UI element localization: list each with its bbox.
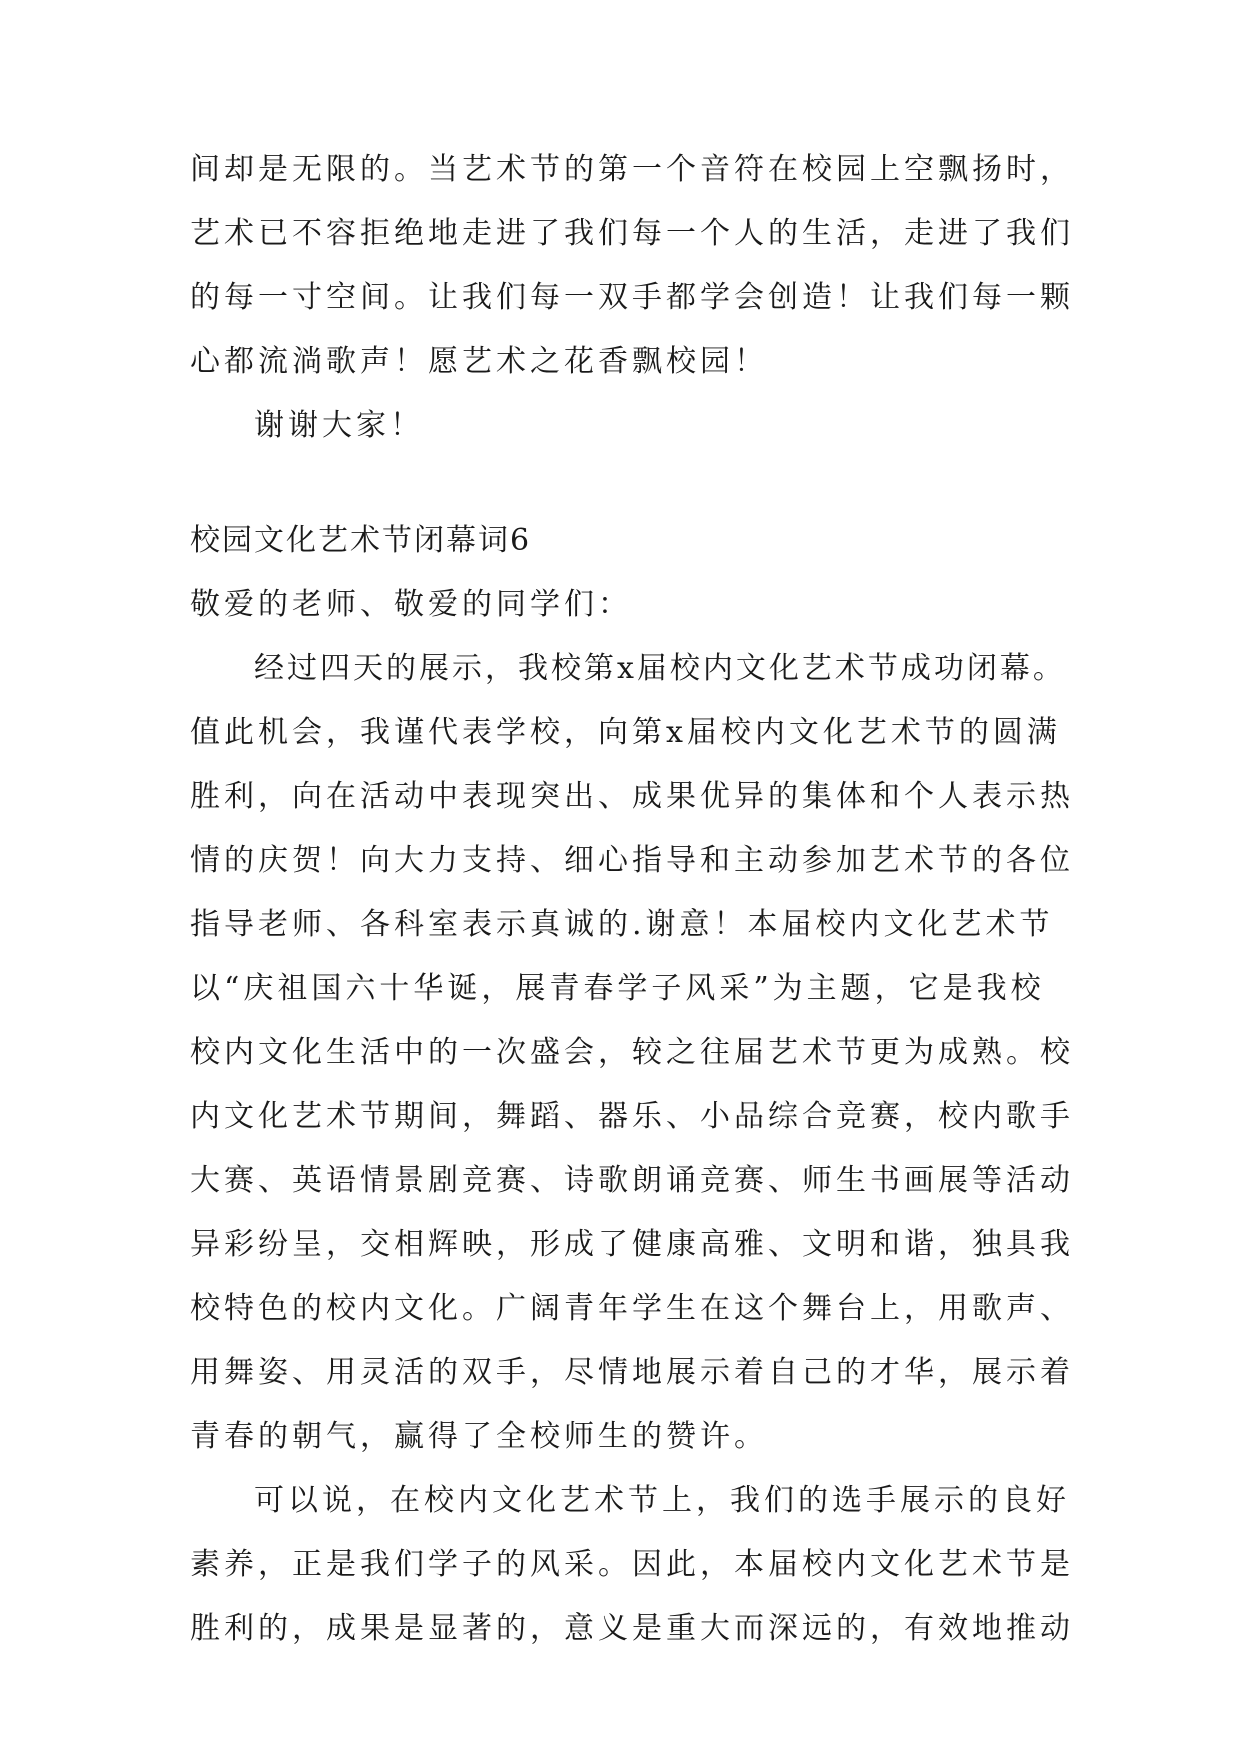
text-line: 胜利的，成果是显著的，意义是重大而深远的，有效地推动 bbox=[190, 1611, 1074, 1646]
text-line: 用舞姿、用灵活的双手，尽情地展示着自己的才华，展示着 bbox=[190, 1355, 1074, 1390]
salutation: 敬爱的老师、敬爱的同学们： bbox=[190, 587, 632, 622]
text-line: 青春的朝气，赢得了全校师生的赞许。 bbox=[190, 1419, 768, 1454]
text-line: 胜利，向在活动中表现突出、成果优异的集体和个人表示热 bbox=[190, 779, 1074, 814]
text-line: 心都流淌歌声！愿艺术之花香飘校园！ bbox=[190, 344, 768, 379]
text-line: 内文化艺术节期间，舞蹈、器乐、小品综合竞赛，校内歌手 bbox=[190, 1099, 1074, 1134]
text-line: 大赛、英语情景剧竞赛、诗歌朗诵竞赛、师生书画展等活动 bbox=[190, 1163, 1074, 1198]
text-line: 以“庆祖国六十华诞，展青春学子风采”为主题，它是我校 bbox=[190, 971, 1045, 1006]
text-line: 校内文化生活中的一次盛会，较之往届艺术节更为成熟。校 bbox=[190, 1035, 1074, 1070]
text-line: 间却是无限的。当艺术节的第一个音符在校园上空飘扬时， bbox=[190, 152, 1074, 187]
closing-line: 谢谢大家！ bbox=[254, 408, 424, 443]
text-line: 的每一寸空间。让我们每一双手都学会创造！让我们每一颗 bbox=[190, 280, 1074, 315]
text-line: 情的庆贺！向大力支持、细心指导和主动参加艺术节的各位 bbox=[190, 843, 1074, 878]
text-line: 值此机会，我谨代表学校，向第x届校内文化艺术节的圆满 bbox=[190, 715, 1061, 750]
text-line: 校特色的校内文化。广阔青年学生在这个舞台上，用歌声、 bbox=[190, 1291, 1074, 1326]
paragraph-first-line: 可以说，在校内文化艺术节上，我们的选手展示的良好 bbox=[254, 1483, 1070, 1518]
text-line: 异彩纷呈，交相辉映，形成了健康高雅、文明和谐，独具我 bbox=[190, 1227, 1074, 1262]
text-line: 素养，正是我们学子的风采。因此，本届校内文化艺术节是 bbox=[190, 1547, 1074, 1582]
section-heading: 校园文化艺术节闭幕词6 bbox=[190, 523, 532, 558]
text-line: 指导老师、各科室表示真诚的.谢意！本届校内文化艺术节 bbox=[190, 907, 1054, 942]
paragraph-first-line: 经过四天的展示，我校第x届校内文化艺术节成功闭幕。 bbox=[254, 651, 1066, 686]
text-line: 艺术已不容拒绝地走进了我们每一个人的生活，走进了我们 bbox=[190, 216, 1074, 251]
